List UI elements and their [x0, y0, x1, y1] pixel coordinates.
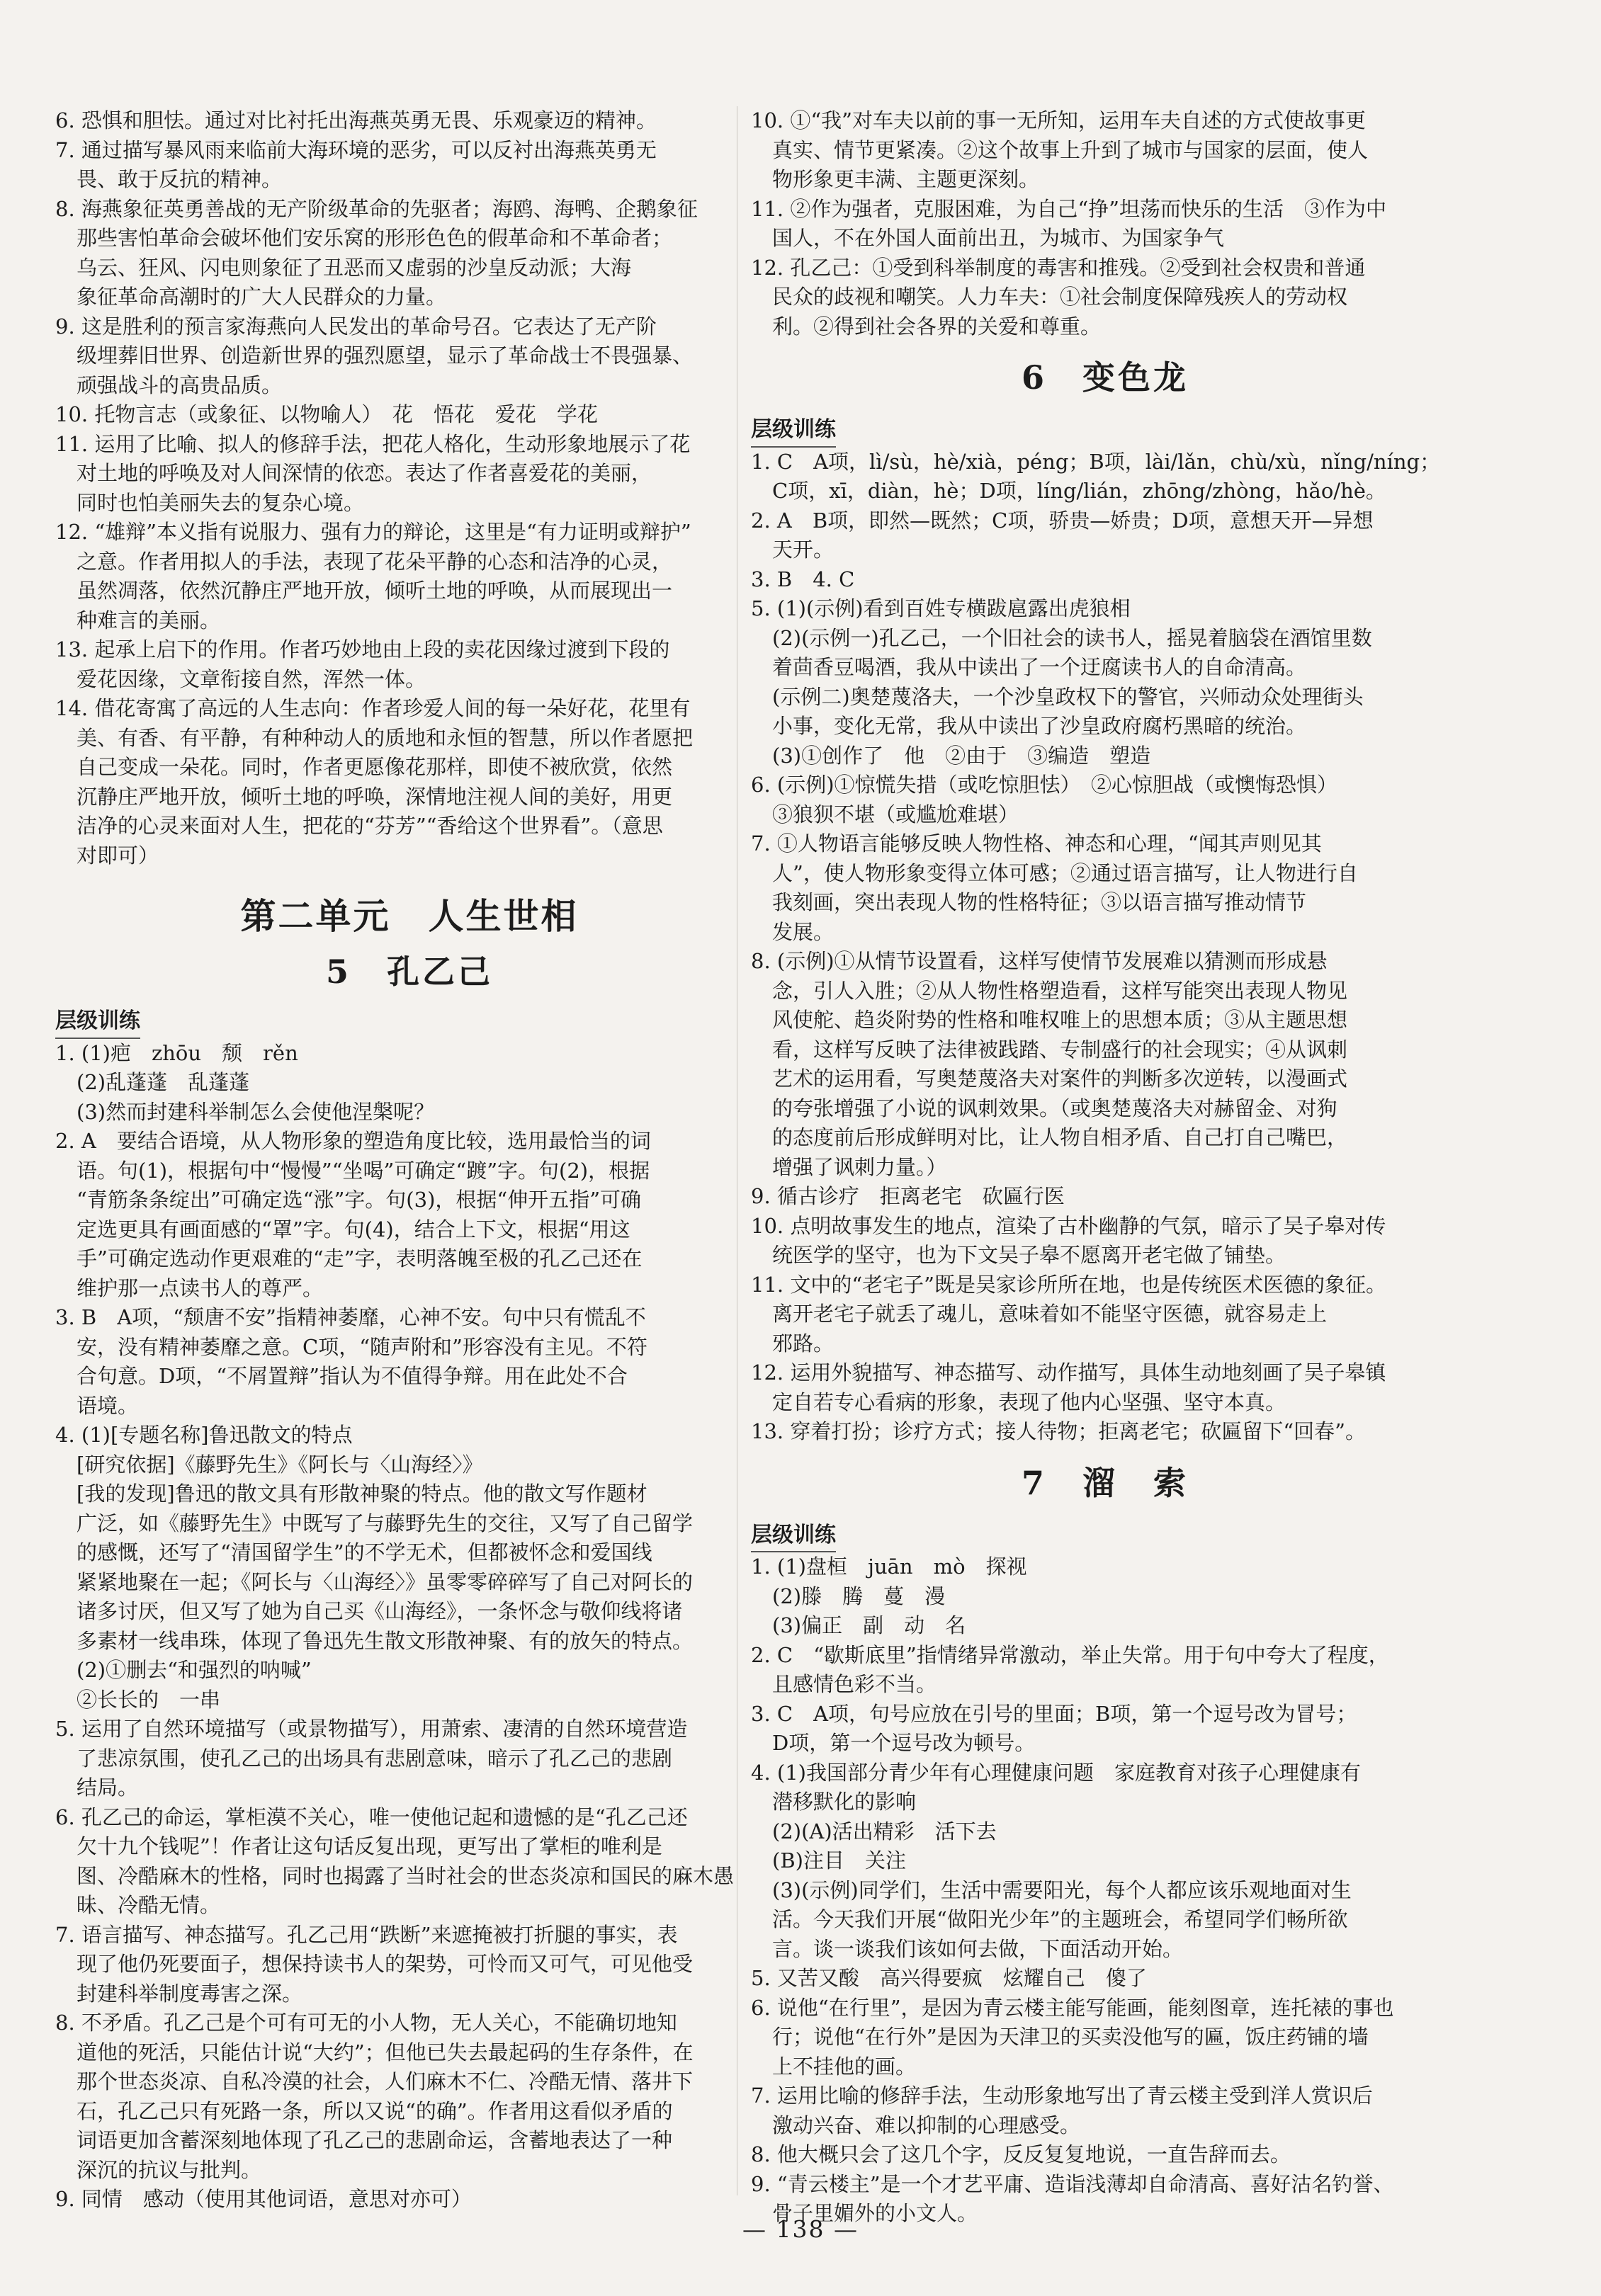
answer-line: 2. A 要结合语境，从人物形象的塑造角度比较，选用最恰当的词: [55, 1129, 651, 1153]
answer-line: 道他的死活，只能估计说“大约”；但他已失去最起码的生存条件，在: [77, 2040, 694, 2064]
answer-line: 11. ②作为强者，克服困难，为自己“挣”坦荡而快乐的生活 ③作为中: [751, 196, 1386, 221]
answer-line: 之意。作者用拟人的手法，表现了花朵平静的心态和洁净的心灵，: [77, 549, 673, 574]
answer-line: (3)偏正 副 动 名: [772, 1613, 966, 1637]
answer-line: 国人，不在外国人面前出丑，为城市、为国家争气: [772, 226, 1225, 250]
answer-line: 利。②得到社会各界的关爱和尊重。: [772, 314, 1102, 339]
answer-line: 着茴香豆喝酒，我从中读出了一个迂腐读书人的自命清高。: [772, 655, 1307, 679]
answer-line: 12. 孔乙己：①受到科举制度的毒害和推残。②受到社会权贵和普通: [751, 255, 1366, 280]
answer-line: 对土地的呼唤及对人间深情的依恋。表达了作者喜爱花的美丽，: [77, 461, 652, 485]
answer-line: 定选更具有画面感的“罩”字。句(4)，结合上下文，根据“用这: [77, 1217, 630, 1241]
answer-line: 那些害怕革命会破坏他们安乐窝的形形色色的假革命和不革命者；: [77, 226, 673, 250]
answer-line: 维护那一点读书人的尊严。: [77, 1275, 324, 1300]
answer-line: 5. 又苦又酸 高兴得要疯 炫耀自己 傻了: [751, 1966, 1147, 1990]
answer-line: 语境。: [77, 1393, 139, 1418]
answer-block-renliche: [751, 106, 1459, 341]
answer-line: (3)①创作了 他 ②由于 ③编造 塑造: [772, 743, 1151, 768]
answer-line: 石，孔乙己只有死路一条，所以又说“的确”。作者用这看似矛盾的: [77, 2098, 673, 2123]
answer-line: 行；说他“在行外”是因为天津卫的买卖没他写的匾，饭庄药铺的墙: [772, 2025, 1369, 2049]
answer-line: 乌云、狂风、闪电则象征了丑恶而又虚弱的沙皇反动派；大海: [77, 255, 632, 280]
answer-line: 广泛，如《藤野先生》中既写了与藤野先生的交往，又写了自己留学: [77, 1511, 694, 1535]
answer-line: 12. 运用外貌描写、神态描写、动作描写，具体生动地刻画了吴子皋镇: [751, 1360, 1386, 1385]
answer-line: 洁净的心灵来面对人生，把花的“芬芳”“香给这个世界看”。（意思: [77, 814, 663, 838]
answer-line: 爱花因缘，文章衔接自然，浑然一体。: [77, 666, 426, 691]
section-label: 层级训练: [55, 1006, 140, 1039]
unit-title: 第二单元 人生世相: [240, 895, 579, 937]
answer-line: C项，xī，diàn，hè；D项，líng/lián，zhōng/zhòng，hǎo/hè。: [772, 479, 1386, 503]
answer-line: 言。谈一谈我们该如何去做，下面活动开始。: [772, 1936, 1184, 1961]
answer-line: 10. ①“我”对车夫以前的事一无所知，运用车夫自述的方式使故事更: [751, 108, 1366, 132]
answer-line: 6. (示例)①惊慌失措（或吃惊胆怯） ②心惊胆战（或懊悔恐惧）: [751, 773, 1338, 797]
answer-line: 现了他仍死要面子，想保持读书人的架势，可怜而又可气，可见他受: [77, 1952, 694, 1976]
answer-line: 离开老宅子就丢了魂儿，意味着如不能坚守医德，就容易走上: [772, 1302, 1328, 1326]
answer-block-haiyan: [55, 106, 764, 870]
answer-block-bianselong: [751, 448, 1459, 1447]
answer-line: 深沉的抗议与批判。: [77, 2157, 262, 2182]
answer-line: 物形象更丰满、主题更深刻。: [772, 167, 1040, 191]
answer-line: 11. 文中的“老宅子”既是吴家诊所所在地，也是传统医术医德的象征。: [751, 1272, 1386, 1297]
answer-line: 我刻画，突出表现人物的性格特征；③以语言描写推动情节: [772, 890, 1307, 914]
answer-line: 语。句(1)，根据句中“慢慢”“坐喝”可确定“踱”字。句(2)，根据: [77, 1158, 650, 1183]
lesson-5-title: 5 孔乙己: [325, 953, 493, 991]
answer-line: ③狼狈不堪（或尴尬难堪）: [772, 802, 1019, 826]
answer-line: 象征革命高潮时的广大人民群众的力量。: [77, 285, 447, 309]
answer-line: 定自若专心看病的形象，表现了他内心坚强、坚守本真。: [772, 1389, 1286, 1414]
answer-line: 13. 穿着打扮；诊疗方式；接人待物；拒离老宅；砍匾留下“回春”。: [751, 1419, 1366, 1443]
answer-block-liusuo: [751, 1552, 1459, 2229]
answer-line: 9. 循古诊疗 拒离老宅 砍匾行医: [751, 1184, 1065, 1208]
answer-line: 上不挂他的画。: [772, 2054, 917, 2079]
answer-line: 紧紧地聚在一起；《阿长与〈山海经〉》虽零零碎碎写了自己对阿长的: [77, 1569, 694, 1594]
answer-line: 了悲凉氛围，使孔乙己的出场具有悲剧意味，暗示了孔乙己的悲剧: [77, 1746, 673, 1771]
answer-line: (2)①删去“和强烈的呐喊”: [77, 1658, 312, 1682]
answer-line: 4. (1)[专题名称]鲁迅散文的特点: [55, 1423, 353, 1447]
answer-line: 级埋葬旧世界、创造新世界的强烈愿望，显示了革命战士不畏强暴、: [77, 343, 694, 368]
answer-line: 7. ①人物语言能够反映人物性格、神态和心理，“闻其声则见其: [751, 831, 1322, 856]
answer-line: 词语更加含蓄深刻地体现了孔乙己的悲剧命运，含蓄地表达了一种: [77, 2128, 673, 2152]
answer-line: 1. (1)疤 zhōu 颓 rěn: [55, 1040, 298, 1065]
answer-line: 4. (1)我国部分青少年有心理健康问题 家庭教育对孩子心理健康有: [751, 1760, 1361, 1785]
answer-line: 美、有香、有平静，有种种动人的质地和永恒的智慧，所以作者愿把: [77, 725, 694, 750]
answer-line: 沉静庄严地开放，倾听土地的呼唤，深情地注视人间的美好，用更: [77, 784, 673, 809]
answer-line: (3)然而封建科举制怎么会使他涅槃呢？: [77, 1099, 435, 1124]
answer-line: 天开。: [772, 538, 835, 562]
answer-line: 13. 起承上启下的作用。作者巧妙地由上段的卖花因缘过渡到下段的: [55, 637, 670, 661]
answer-line: 1. C A项，lì/sù，hè/xià，péng；B项，lài/lǎn，chù/xù，nǐng/níng；: [751, 449, 1441, 474]
answer-line: 手”可确定选动作更艰难的“走”字，表明落魄至极的孔乙己还在: [77, 1246, 643, 1271]
answer-line: (3)(示例)同学们，生活中需要阳光，每个人都应该乐观地面对生: [772, 1877, 1352, 1902]
answer-line: 5. 运用了自然环境描写（或景物描写），用萧索、凄清的自然环境营造: [55, 1717, 688, 1741]
answer-line: 看，这样写反映了法律被践踏、专制盛行的社会现实；④从讽刺: [772, 1037, 1348, 1062]
answer-line: (B)注目 关注: [772, 1848, 906, 1872]
answer-line: 7. 语言描写、神态描写。孔乙己用“跌断”来遮掩被打折腿的事实，表: [55, 1922, 678, 1947]
answer-line: 风使舵、趋炎附势的性格和唯权唯上的思想本质；③从主题思想: [772, 1008, 1348, 1032]
answer-line: 结局。: [77, 1775, 139, 1800]
answer-line: 活。今天我们开展“做阳光少年”的主题班会，希望同学们畅所欲: [772, 1907, 1348, 1931]
answer-line: 9. 同情 感动（使用其他词语，意思对亦可）: [55, 2187, 472, 2211]
answer-line: 的感慨，还写了“清国留学生”的不学无术，但都被怀念和爱国线: [77, 1540, 652, 1564]
answer-line: 8. 海燕象征英勇善战的无产阶级革命的先驱者；海鸥、海鸭、企鹅象征: [55, 196, 698, 221]
answer-line: 同时也怕美丽失去的复杂心境。: [77, 490, 365, 515]
answer-line: 14. 借花寄寓了高远的人生志向：作者珍爱人间的每一朵好花，花里有: [55, 696, 691, 720]
answer-line: 8. 他大概只会了这几个字，反反复复地说，一直告辞而去。: [751, 2142, 1291, 2166]
answer-line: 畏、敢于反抗的精神。: [77, 167, 283, 191]
lesson-7-title: 7 溜 索: [1021, 1463, 1189, 1502]
answer-line: 6. 说他“在行里”，是因为青云楼主能写能画，能刻图章，连托裱的事也: [751, 1995, 1394, 2020]
answer-line: 多素材一线串珠，体现了鲁迅先生散文形散神聚、有的放矢的特点。: [77, 1628, 694, 1653]
answer-line: 12. “雄辩”本义指有说服力、强有力的辩论，这里是“有力证明或辩护”: [55, 520, 691, 544]
answer-line: 10. 点明故事发生的地点，渲染了古朴幽静的气氛，暗示了吴子皋对传: [751, 1213, 1386, 1238]
answer-line: 统医学的坚守，也为下文吴子皋不愿离开老宅做了铺垫。: [772, 1243, 1286, 1267]
answer-line: 诸多讨厌，但又写了她为自己买《山海经》，一条怀念与敬仰线将诸: [77, 1599, 683, 1623]
answer-line: 自己变成一朵花。同时，作者更愿像花那样，即使不被欣赏，依然: [77, 755, 673, 779]
answer-line: 安，没有精神萎靡之意。C项，“随声附和”形容没有主见。不符: [77, 1334, 647, 1359]
answer-line: 欠十九个钱呢”！作者让这句话反复出现，更写出了掌柜的唯利是: [77, 1834, 662, 1858]
answer-line: 且感情色彩不当。: [772, 1672, 937, 1696]
answer-line: (2)乱蓬蓬 乱蓬蓬: [77, 1070, 250, 1094]
answer-line: 昧、冷酷无情。: [77, 1893, 221, 1917]
answer-line: 9. “青云楼主”是一个才艺平庸、造诣浅薄却自命清高、喜好沽名钓誉、: [751, 2171, 1394, 2196]
answer-block-kongyiji: [55, 1039, 764, 2215]
answer-line: 7. 通过描写暴风雨来临前大海环境的恶劣，可以反衬出海燕英勇无: [55, 137, 657, 162]
answer-line: 激动兴奋、难以抑制的心理感受。: [772, 2113, 1081, 2137]
answer-line: 图、冷酷麻木的性格，同时也揭露了当时社会的世态炎凉和国民的麻木愚: [77, 1863, 735, 1888]
answer-line: 骨子里媚外的小文人。: [772, 2201, 978, 2225]
section-label: 层级训练: [751, 1521, 836, 1553]
answer-line: 那个世态炎凉、自私冷漠的社会，人们麻木不仁、冷酷无情、落井下: [77, 2069, 694, 2093]
answer-line: (2)(示例一)孔乙己，一个旧社会的读书人，摇晃着脑袋在酒馆里数: [772, 625, 1372, 650]
answer-line: 艺术的运用看，写奥楚蔑洛夫对案件的判断多次逆转，以漫画式: [772, 1067, 1348, 1091]
answer-line: 真实、情节更紧凑。②这个故事上升到了城市与国家的层面，使人: [772, 137, 1369, 162]
answer-line: 顽强战斗的高贵品质。: [77, 373, 283, 397]
answer-line: D项，第一个逗号改为顿号。: [772, 1731, 1036, 1755]
answer-line: 发展。: [772, 919, 835, 944]
answer-line: 封建科举制度毒害之深。: [77, 1981, 303, 2006]
answer-line: 1. (1)盘桓 juān mò 探视: [751, 1555, 1027, 1579]
answer-line: [我的发现]鲁迅的散文具有形散神聚的特点。他的散文写作题材: [77, 1482, 647, 1506]
answer-line: 念，引人入胜；②从人物性格塑造看，这样写能突出表现人物见: [772, 978, 1348, 1003]
section-label: 层级训练: [751, 415, 836, 448]
answer-line: 7. 运用比喻的修辞手法，生动形象地写出了青云楼主受到洋人赏识后: [751, 2084, 1373, 2108]
answer-line: 的夸张增强了小说的讽刺效果。（或奥楚蔑洛夫对赫留金、对狗: [772, 1096, 1337, 1120]
answer-line: 6. 恐惧和胆怯。通过对比衬托出海燕英勇无畏、乐观豪迈的精神。: [55, 108, 657, 132]
answer-line: 合句意。D项，“不屑置辩”指认为不值得争辩。用在此处不合: [77, 1364, 628, 1388]
answer-line: 潜移默化的影响: [772, 1790, 917, 1814]
answer-line: 增强了讽刺力量。）: [772, 1154, 947, 1179]
answer-line: 虽然凋落，依然沉静庄严地开放，倾听土地的呼唤，从而展现出一: [77, 579, 673, 603]
answer-line: 11. 运用了比喻、拟人的修辞手法，把花人格化，生动形象地展示了花: [55, 431, 691, 456]
answer-line: 3. B 4. C: [751, 567, 855, 591]
answer-line: 对即可）: [77, 843, 159, 868]
answer-line: (2)(A)活出精彩 活下去: [772, 1819, 997, 1843]
answer-line: “青筋条条绽出”可确定选“涨”字。句(3)，根据“伸开五指”可确: [77, 1188, 642, 1212]
answer-line: 2. C “歇斯底里”指情绪异常激动，举止失常。用于句中夸大了程度，: [751, 1642, 1389, 1667]
lesson-6-title: 6 变色龙: [1021, 358, 1189, 397]
answer-line: 8. (示例)①从情节设置看，这样写使情节发展难以猜测而形成悬: [751, 949, 1328, 973]
answer-line: (2)滕 腾 蔓 漫: [772, 1584, 946, 1608]
left-column: [55, 106, 764, 2215]
answer-line: 5. (1)(示例)看到百姓专横跋扈露出虎狼相: [751, 596, 1131, 620]
answer-line: 种难言的美丽。: [77, 608, 221, 632]
answer-line: 3. B A项，“颓唐不安”指精神萎靡，心神不安。句中只有慌乱不: [55, 1305, 646, 1329]
answer-line: (示例二)奥楚蔑洛夫，一个沙皇政权下的警官，兴师动众处理街头: [772, 684, 1364, 709]
answer-line: 3. C A项，句号应放在引号的里面；B项，第一个逗号改为冒号；: [751, 1701, 1357, 1726]
page-number: — 138 —: [742, 2215, 859, 2243]
answer-line: 人”，使人物形象变得立体可感；②通过语言描写，让人物进行自: [772, 860, 1358, 885]
answer-line: ②长长的 一串: [77, 1687, 221, 1712]
answer-line: [研究依据]《藤野先生》《阿长与〈山海经〉》: [77, 1452, 483, 1477]
answer-line: 9. 这是胜利的预言家海燕向人民发出的革命号召。它表达了无产阶: [55, 314, 657, 339]
answer-line: 10. 托物言志（或象征、以物喻人） 花 悟花 爱花 学花: [55, 402, 598, 426]
answer-line: 6. 孔乙己的命运，掌柜漠不关心，唯一使他记起和遗憾的是“孔乙己还: [55, 1805, 688, 1829]
answer-line: 2. A B项，即然—既然；C项，骄贵—娇贵；D项，意想天开—异想: [751, 508, 1374, 533]
answer-line: 邪路。: [772, 1331, 835, 1356]
answer-line: 8. 不矛盾。孔乙己是个可有可无的小人物，无人关心，不能确切地知: [55, 2011, 677, 2035]
answer-line: 的态度前后形成鲜明对比，让人物自相矛盾、自己打自己嘴巴，: [772, 1125, 1348, 1149]
answer-line: 小事，变化无常，我从中读出了沙皇政府腐朽黑暗的统治。: [772, 714, 1307, 738]
answer-line: 民众的歧视和嘲笑。人力车夫：①社会制度保障残疾人的劳动权: [772, 285, 1348, 309]
right-column: [751, 106, 1459, 2229]
